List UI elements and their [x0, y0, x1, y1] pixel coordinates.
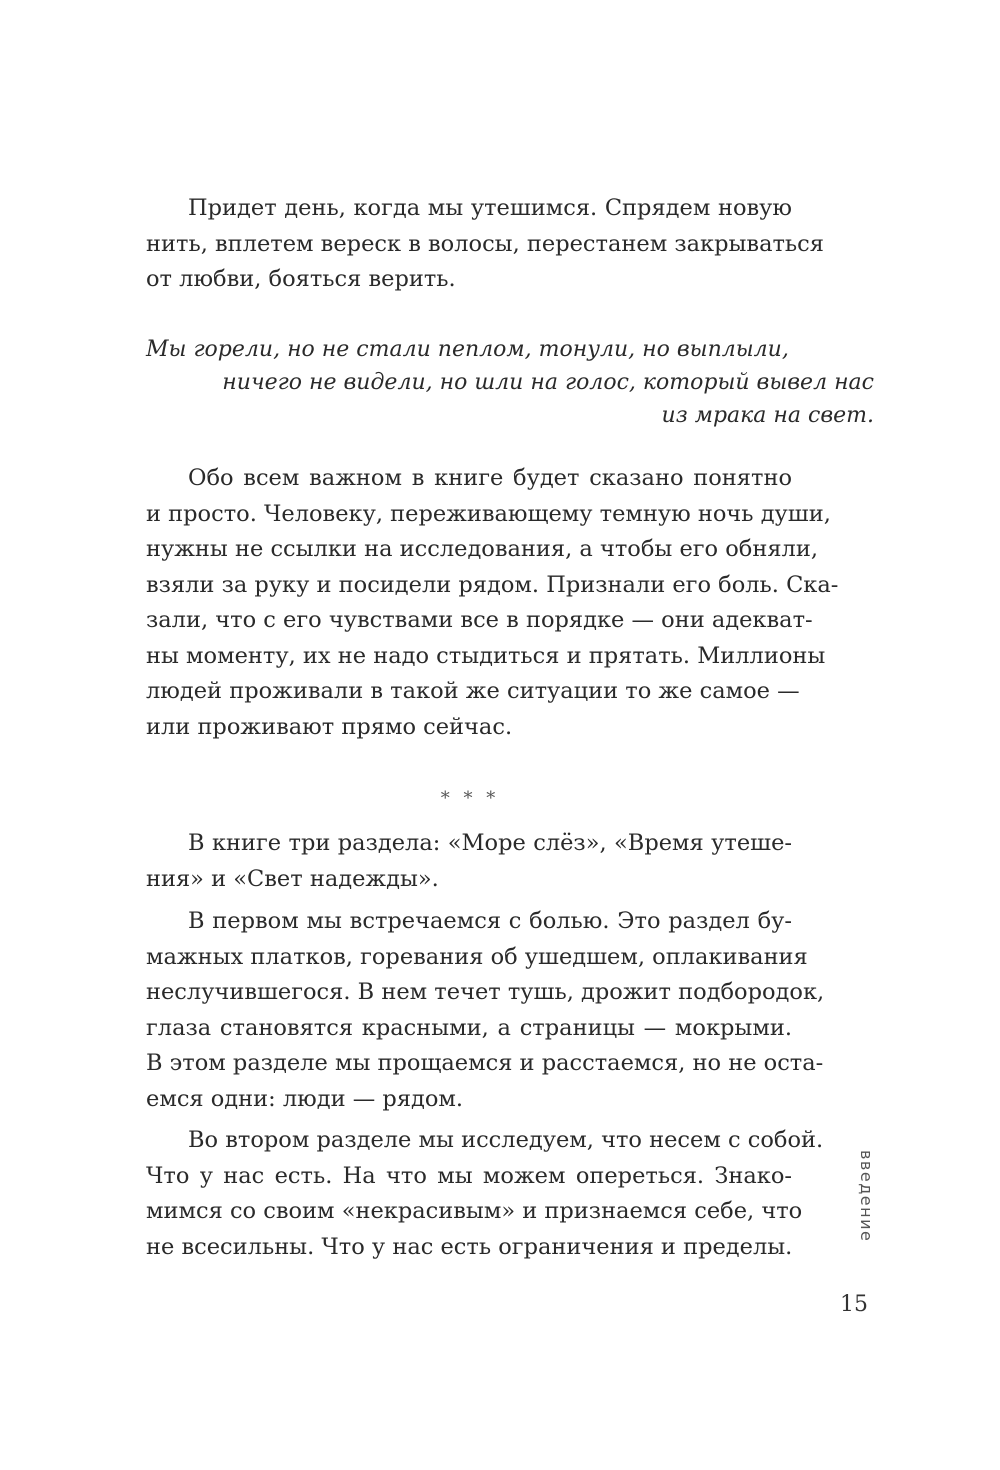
text-line: В книге три раздела: «Море слёз», «Время утеше-	[188, 830, 792, 856]
text-line: или проживают прямо сейчас.	[146, 713, 513, 740]
paragraph-1	[146, 191, 824, 298]
paragraph-5	[146, 1123, 824, 1265]
page-number: 15	[840, 1292, 868, 1317]
text-line: емся одни: люди — рядом.	[146, 1085, 464, 1112]
text-line: зали, что с его чувствами все в порядке — они адекват-	[146, 607, 813, 633]
text-line: людей проживали в такой же ситуации то же самое —	[146, 678, 800, 704]
text-line: от любви, бояться верить.	[146, 266, 456, 292]
running-head: введение	[857, 1150, 876, 1243]
epigraph-line: ничего не видели, но шли на голос, который вывел нас	[222, 370, 874, 395]
paragraph-3	[146, 826, 792, 897]
text-line: мимся со своим «некрасивым» и признаемся себе, что	[146, 1198, 803, 1224]
paragraph-4	[146, 904, 825, 1117]
text-line: неслучившегося. В нем течет тушь, дрожит подбородок,	[146, 979, 825, 1005]
text-line: В первом мы встречаемся с болью. Это раздел бу-	[188, 908, 792, 934]
text-line: Придет день, когда мы утешимся. Спрядем новую	[188, 195, 792, 221]
text-line: мажных платков, горевания об ушедшем, оплакивания	[146, 943, 808, 970]
text-line: Обо всем важном в книге будет сказано понятно	[188, 465, 792, 491]
text-line: нужны не ссылки на исследования, а чтобы его обняли,	[146, 536, 818, 562]
text-line: не всесильны. Что у нас есть ограничения и пределы.	[146, 1233, 793, 1260]
text-line: Во втором разделе мы исследуем, что несем с собой.	[188, 1127, 824, 1153]
text-line: Что у нас есть. На что мы можем опереться. Знако-	[146, 1162, 792, 1189]
text-line: нить, вплетем вереск в волосы, перестанем закрываться	[146, 230, 824, 257]
text-line: взяли за руку и посидели рядом. Признали его боль. Ска-	[146, 571, 839, 598]
epigraph	[146, 333, 874, 432]
section-separator: * * *	[440, 788, 500, 809]
text-line: и просто. Человеку, переживающему темную ночь души,	[146, 500, 831, 527]
text-line: ны моменту, их не надо стыдиться и прятать. Миллионы	[146, 642, 826, 669]
epigraph-line: Мы горели, но не стали пеплом, тонули, но выплыли,	[146, 337, 789, 362]
text-line: ния» и «Свет надежды».	[146, 865, 439, 892]
text-line: В этом разделе мы прощаемся и расстаемся, но не оста-	[146, 1050, 824, 1076]
epigraph-line: из мрака на свет.	[661, 403, 874, 428]
text-line: глаза становятся красными, а страницы — мокрыми.	[146, 1014, 792, 1041]
paragraph-2	[146, 461, 839, 745]
